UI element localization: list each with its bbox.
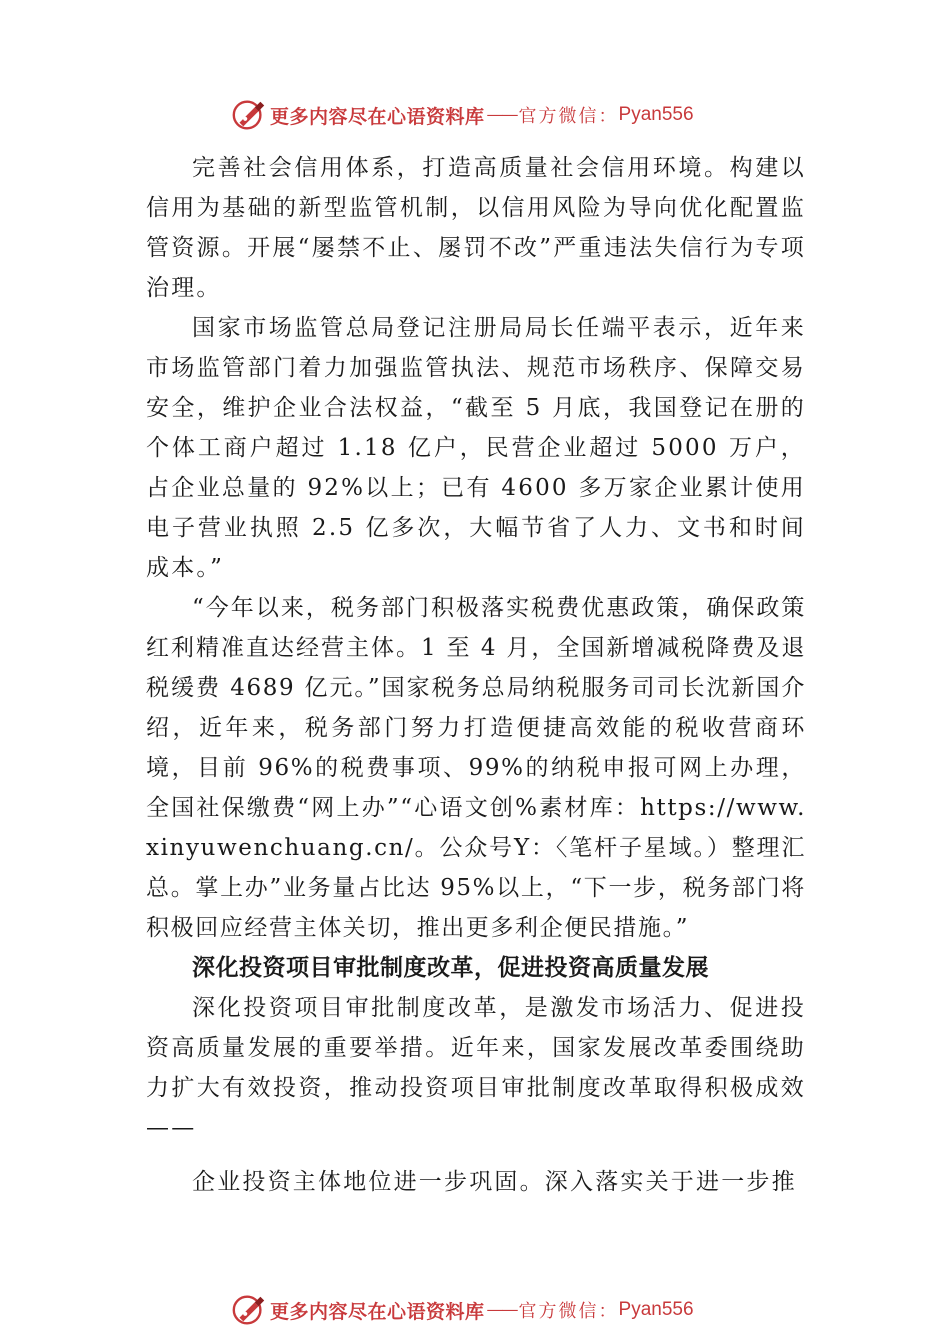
section-heading-investment-reform: 深化投资项目审批制度改革，促进投资高质量发展 <box>192 955 709 981</box>
banner-wechat-label: 官方微信： <box>518 1301 619 1322</box>
paragraph-enterprise-investment: 企业投资主体地位进一步巩固。深入落实关于进一步推 <box>192 1169 797 1195</box>
pen-logo-icon <box>230 96 268 134</box>
header-banner <box>0 95 950 135</box>
article-body <box>146 148 806 1202</box>
banner-wechat-label: 官方微信： <box>518 106 619 127</box>
footer-banner <box>0 1290 950 1330</box>
banner-wechat-id: Pyan556 <box>618 104 694 125</box>
banner-dash: —— <box>486 105 517 125</box>
paragraph-credit-system: 完善社会信用体系，打造高质量社会信用环境。构建以信用为基础的新型监管机制，以信用风险为导向优化配置监管资源。开展“屡禁不止、屡罚不改”严重违法失信行为专项治理。 <box>146 155 806 301</box>
paragraph-investment-reform: 深化投资项目审批制度改革，是激发市场活力、促进投资高质量发展的重要举措。近年来，国家发展改革委围绕助力扩大有效投资，推动投资项目审批制度改革取得积极成效—— <box>146 995 806 1141</box>
banner-brand-text: 更多内容尽在心语资料库 <box>270 105 485 128</box>
banner-brand-text: 更多内容尽在心语资料库 <box>270 1300 485 1323</box>
pen-logo-icon <box>230 1291 268 1329</box>
paragraph-tax-department: “今年以来，税务部门积极落实税费优惠政策，确保政策红利精准直达经营主体。1 至 4 月，全国新增减税降费及退税缓费 4689 亿元。”国家税务总局纳税服务司司长沈新国介绍，近年来，税务部门努力打造便捷高效能的税收营商环境，目前 96%的税费事项、99%的纳税申报可网上办理，全国社保缴费“网上办”“心语文创%素材库：https://www.xinyuwenchuang.cn/。公众号Y：〈笔杆子星域。）整理汇总。掌上办”业务量占比达 95%以上，“下一步，税务部门将积极回应经营主体关切，推出更多利企便民措施。” <box>146 595 806 941</box>
banner-wechat-id: Pyan556 <box>618 1299 694 1320</box>
paragraph-market-regulation: 国家市场监管总局登记注册局局长任端平表示，近年来市场监管部门着力加强监管执法、规范市场秩序、保障交易安全，维护企业合法权益，“截至 5 月底，我国登记在册的个体工商户超过 1.18 亿户，民营企业超过 5000 万户，占企业总量的 92%以上；已有 4600 多万家企业累计使用电子营业执照 2.5 亿多次，大幅节省了人力、文书和时间成本。” <box>146 315 806 581</box>
banner-dash: —— <box>486 1300 517 1320</box>
